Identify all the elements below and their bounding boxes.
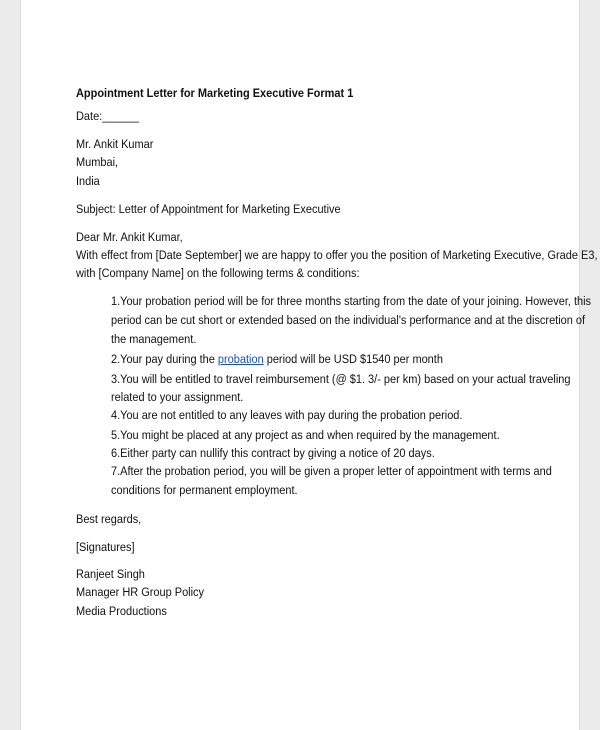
term-2-before: 2.Your pay during the — [111, 352, 218, 366]
term-2 — [111, 351, 443, 367]
term-1-line-3: the management. — [111, 332, 197, 346]
sender-company: Media Productions — [76, 604, 167, 618]
term-2-after: period will be USD $1540 per month — [263, 352, 443, 366]
recipient-name: Mr. Ankit Kumar — [76, 137, 154, 151]
term-1-line-2: period can be cut short or extended based on the individual's performance and at the discretion of — [111, 313, 586, 327]
term-3-line-2: related to your assignment. — [111, 390, 244, 404]
subject-line: Subject: Letter of Appointment for Marketing Executive — [76, 202, 341, 216]
recipient-country: India — [76, 174, 100, 188]
term-1-line-1: 1.Your probation period will be for three months starting from the date of your joining. However, this — [111, 294, 592, 308]
closing: Best regards, — [76, 512, 142, 526]
sender-name: Ranjeet Singh — [76, 567, 145, 581]
term-7-line-2: conditions for permanent employment. — [111, 483, 298, 497]
term-3-line-1: 3.You will be entitled to travel reimbursement (@ $1. 3/- per km) based on your actual traveling — [111, 372, 571, 386]
term-6: 6.Either party can nullify this contract by giving a notice of 20 days. — [111, 446, 435, 460]
sender-position: Manager HR Group Policy — [76, 585, 205, 599]
term-5: 5.You might be placed at any project as and when required by the management. — [111, 428, 500, 442]
intro-line-1: With effect from [Date September] we are happy to offer you the position of Marketing Executive, Grade E3, — [76, 248, 598, 262]
intro-line-2: with [Company Name] on the following terms & conditions: — [76, 266, 360, 280]
letter-title: Appointment Letter for Marketing Executive Format 1 — [76, 86, 354, 100]
document-page — [20, 0, 598, 730]
salutation: Dear Mr. Ankit Kumar, — [76, 230, 183, 244]
date-line: Date:______ — [76, 109, 139, 123]
signatures-placeholder: [Signatures] — [76, 540, 135, 554]
term-4: 4.You are not entitled to any leaves with pay during the probation period. — [111, 408, 463, 422]
recipient-city: Mumbai, — [76, 155, 119, 169]
probation-link[interactable]: probation — [217, 352, 264, 366]
term-7-line-1: 7.After the probation period, you will be given a proper letter of appointment with terms and — [111, 464, 552, 478]
